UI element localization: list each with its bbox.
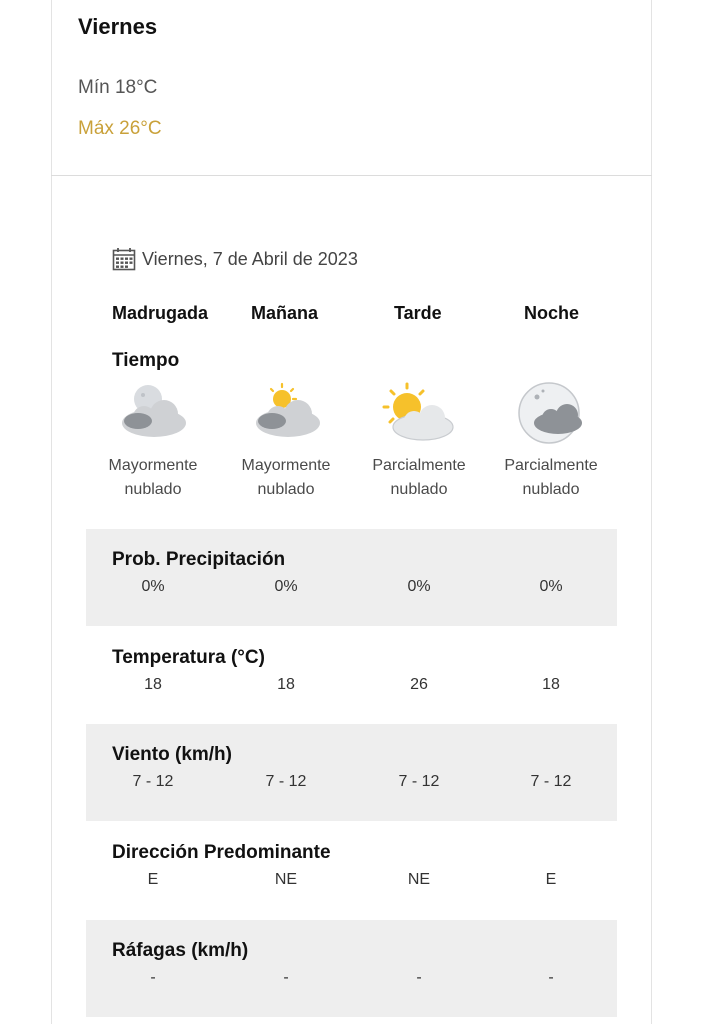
- temperature-row: [86, 627, 617, 724]
- row-value: 7 - 12: [398, 773, 440, 790]
- weather-section-title: Tiempo: [112, 350, 180, 371]
- row-label: Viento (km/h): [112, 744, 232, 765]
- direction-row: [86, 822, 617, 919]
- precipitation-row: [86, 529, 617, 626]
- day-title: Viernes: [78, 14, 158, 39]
- period-manana: Mañana: [251, 303, 319, 323]
- row-value: 7 - 12: [530, 773, 572, 790]
- row-value: NE: [407, 871, 431, 888]
- forecast-date: Viernes, 7 de Abril de 2023: [142, 248, 358, 269]
- condition-line2: nublado: [522, 481, 580, 498]
- condition-line1: Parcialmente: [372, 457, 466, 474]
- row-value: 18: [542, 676, 560, 693]
- cloudy-night-moon-icon: [513, 381, 589, 445]
- row-value: 18: [144, 676, 162, 693]
- condition-noche: [484, 454, 618, 502]
- condition-line1: Mayormente: [108, 457, 198, 474]
- period-tarde: Tarde: [394, 303, 442, 323]
- date-row: [112, 245, 358, 273]
- row-value: -: [283, 969, 289, 986]
- gusts-row: [86, 920, 617, 1017]
- divider: [51, 175, 652, 176]
- wind-row: [86, 724, 617, 821]
- row-label: Temperatura (°C): [112, 647, 265, 668]
- row-value: 7 - 12: [265, 773, 307, 790]
- row-value: -: [416, 969, 422, 986]
- row-value: E: [147, 871, 159, 888]
- row-value: E: [545, 871, 557, 888]
- row-value: 18: [277, 676, 295, 693]
- row-label: Prob. Precipitación: [112, 549, 286, 570]
- condition-line1: Parcialmente: [504, 457, 598, 474]
- row-value: 0%: [274, 578, 298, 595]
- row-label: Dirección Predominante: [112, 842, 331, 863]
- row-value: 7 - 12: [132, 773, 174, 790]
- condition-madrugada: [86, 454, 220, 502]
- row-label: Ráfagas (km/h): [112, 940, 249, 961]
- row-value: -: [150, 969, 156, 986]
- row-value: 0%: [539, 578, 563, 595]
- condition-line2: nublado: [390, 481, 448, 498]
- period-noche: Noche: [524, 303, 580, 323]
- partly-cloudy-sun-icon: [381, 381, 457, 445]
- cloudy-sun-icon: [248, 381, 324, 445]
- condition-tarde: [352, 454, 486, 502]
- calendar-icon: [112, 247, 136, 271]
- condition-line2: nublado: [124, 481, 182, 498]
- max-temperature: Máx 26°C: [78, 118, 162, 139]
- min-temperature: Mín 18°C: [78, 77, 158, 98]
- condition-line1: Mayormente: [241, 457, 331, 474]
- period-madrugada: Madrugada: [112, 303, 209, 323]
- row-value: 0%: [141, 578, 165, 595]
- row-value: 26: [410, 676, 428, 693]
- row-value: 0%: [407, 578, 431, 595]
- condition-line2: nublado: [257, 481, 315, 498]
- row-value: NE: [274, 871, 298, 888]
- row-value: -: [548, 969, 554, 986]
- cloudy-moon-icon: [114, 381, 190, 445]
- condition-manana: [219, 454, 353, 502]
